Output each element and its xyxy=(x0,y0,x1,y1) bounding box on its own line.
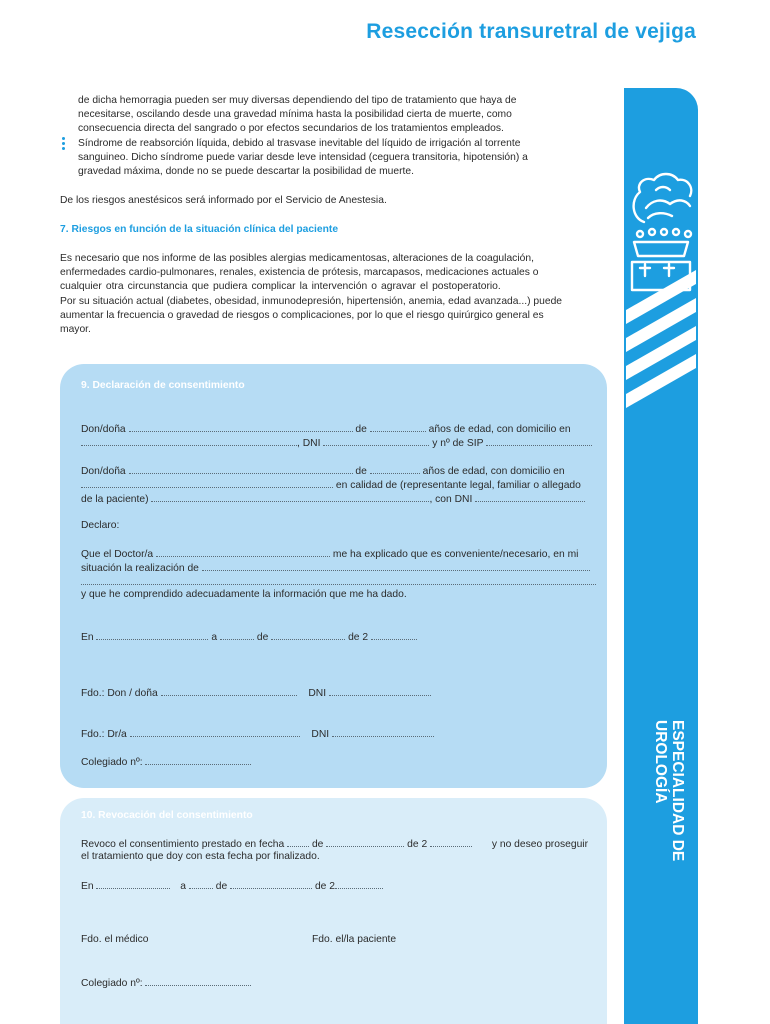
label-en-rev: En xyxy=(81,881,94,892)
patient-name-field[interactable] xyxy=(129,422,353,432)
procedure-field-2[interactable] xyxy=(81,575,596,585)
section-7-line: Por su situación actual (diabetes, obesidad, inmunodepresión, hipertensión, anemia, edad avanzada...) puede xyxy=(60,295,563,307)
label-anios-domicilio-2: años de edad, con domicilio en xyxy=(422,466,565,477)
label-a-rev: a xyxy=(180,881,186,892)
day-field[interactable] xyxy=(220,630,254,640)
doctor-signature-row xyxy=(81,727,434,740)
intro-line: Síndrome de reabsorción líquida, debido al trasvase inevitable del líquido de irrigación al torrente xyxy=(78,137,521,149)
label-en: En xyxy=(81,632,94,643)
label-dni: , DNI xyxy=(297,438,321,449)
doctor-row xyxy=(81,547,578,560)
label-anios-domicilio: años de edad, con domicilio en xyxy=(428,424,571,435)
label-fdo-medico: Fdo. el médico xyxy=(81,934,149,945)
place-date-row xyxy=(81,630,417,643)
colegiado-rev-field[interactable] xyxy=(145,976,251,986)
label-a: a xyxy=(211,632,218,643)
label-tratamiento: el tratamiento que doy con esta fecha por finalizado. xyxy=(81,851,320,862)
section-7-paragraph xyxy=(60,252,585,337)
representative-age-field[interactable] xyxy=(370,464,420,474)
section-7-line: cualquier otra circunstancia que pudiera complicar la intervención o agravar el postoperatorio. xyxy=(60,281,501,293)
intro-line: consecuencia directa del sangrado o por efectos secundarios de los tratamientos empleados. xyxy=(78,123,504,135)
label-calidad: en calidad de (representante legal, familiar o allegado xyxy=(335,480,581,491)
procedure-field[interactable] xyxy=(202,561,590,571)
revocation-year2-field[interactable] xyxy=(335,879,383,889)
coat-of-arms-emblem xyxy=(626,160,696,420)
intro-line: de dicha hemorragia pueden ser muy diversas dependiendo del tipo de tratamiento que haya de xyxy=(78,95,517,106)
intro-line: necesitarse, oscilando desde una gravedad mínima hasta la posibilidad cierta de muerte, como xyxy=(78,109,512,121)
label-fdo-don: Fdo.: Don / doña xyxy=(81,688,158,699)
label-de-anio: de 2 xyxy=(348,632,369,643)
revocation-month2-field[interactable] xyxy=(230,879,312,889)
label-colegiado: Colegiado nº: xyxy=(81,757,143,768)
consent-revocation-form xyxy=(60,798,607,1024)
representative-dni-field[interactable] xyxy=(475,492,585,502)
patient-age-field[interactable] xyxy=(370,422,426,432)
year-field[interactable] xyxy=(371,630,417,640)
intro-paragraph xyxy=(78,94,568,179)
label-no-deseo: y no deseo proseguir xyxy=(491,839,589,850)
intro-line: sanguineo. Dicho síndrome puede variar desde leve intensidad (ceguera transitoria, hipotensión) a xyxy=(78,151,528,163)
section-7-line: mayor. xyxy=(60,324,91,336)
revocation-place-row xyxy=(81,879,383,892)
colegiado-row xyxy=(81,755,251,768)
intro-line: gravedad máxima, donde no se puede descartar la posibilidad de muerte. xyxy=(78,166,415,178)
label-dni-doctor: DNI xyxy=(311,729,330,740)
label-de-mes-rev: de xyxy=(215,881,228,892)
revocation-year-field[interactable] xyxy=(430,837,472,847)
label-de-mes: de xyxy=(256,632,269,643)
revocation-day-field[interactable] xyxy=(287,837,309,847)
label-don-dona: Don/doña xyxy=(81,424,126,435)
label-de-rev: de xyxy=(311,839,324,850)
bullet-dots-icon xyxy=(62,137,66,152)
patient-signature-field[interactable] xyxy=(161,686,297,696)
colegiado-field[interactable] xyxy=(145,755,251,765)
section-10-heading: 10. Revocación del consentimiento xyxy=(81,810,253,821)
section-7-line: aumentar la frecuencia o gravedad de riesgos o complicaciones, por lo que el riesgo quirúrgico general es xyxy=(60,309,544,321)
label-sip: y nº de SIP xyxy=(432,438,484,449)
revocation-date-row xyxy=(81,837,588,850)
section-9-heading: 9. Declaración de consentimiento xyxy=(81,380,245,391)
label-fdo-dr: Fdo.: Dr/a xyxy=(81,729,127,740)
month-field[interactable] xyxy=(271,630,345,640)
revocation-month-field[interactable] xyxy=(326,837,404,847)
label-comprendido: y que he comprendido adecuadamente la información que me ha dado. xyxy=(81,589,407,600)
page-title: Resección transuretral de vejiga xyxy=(366,20,696,43)
label-de-2: de xyxy=(355,466,367,477)
label-de2-rev: de 2 xyxy=(407,839,428,850)
revocation-day2-field[interactable] xyxy=(189,879,213,889)
specialty-line-2: UROLOGÍA xyxy=(652,720,669,804)
label-de-anio-rev: de 2 xyxy=(314,881,335,892)
label-explicado: me ha explicado que es conveniente/necesario, en mi xyxy=(332,549,579,560)
representative-address-field[interactable] xyxy=(81,478,333,488)
label-paciente: de la paciente) xyxy=(81,494,149,505)
label-doctor: Que el Doctor/a xyxy=(81,549,154,560)
doctor-name-field[interactable] xyxy=(156,547,330,557)
section-7-line: Es necesario que nos informe de las posibles alergias medicamentosas, alteraciones de la coagulación, xyxy=(60,253,534,264)
doctor-dni-field[interactable] xyxy=(332,727,434,737)
section-7-line: enfermedades cardio-pulmonares, renales, existencia de prótesis, marcapasos, medicaciones actuales o xyxy=(60,267,539,279)
patient-address-row xyxy=(81,436,592,449)
patient-dni-field[interactable] xyxy=(323,436,429,446)
label-declaro: Declaro: xyxy=(81,520,120,531)
label-don-dona-2: Don/doña xyxy=(81,466,126,477)
place-field[interactable] xyxy=(96,630,208,640)
procedure-row-2 xyxy=(81,575,596,588)
label-con-dni: , con DNI xyxy=(429,494,473,505)
patient-sip-field[interactable] xyxy=(486,436,592,446)
patient-address-field[interactable] xyxy=(81,436,297,446)
doctor-signature-field[interactable] xyxy=(130,727,300,737)
representative-name-field[interactable] xyxy=(129,464,353,474)
representative-address-row xyxy=(81,478,581,491)
section-7-heading: 7. Riesgos en función de la situación clínica del paciente xyxy=(60,224,339,235)
procedure-row xyxy=(81,561,590,574)
label-fdo-paciente: Fdo. el/la paciente xyxy=(312,934,397,945)
label-colegiado-rev: Colegiado nº: xyxy=(81,978,143,989)
patient-signature-dni-field[interactable] xyxy=(329,686,431,696)
label-situacion: situación la realización de xyxy=(81,563,199,574)
anesthesia-note: De los riesgos anestésicos será informado por el Servicio de Anestesia. xyxy=(60,195,387,206)
label-de: de xyxy=(355,424,367,435)
label-dni-firma: DNI xyxy=(308,688,327,699)
representative-name-row xyxy=(81,464,565,477)
patient-signature-row xyxy=(81,686,431,699)
patient-name-row xyxy=(81,422,571,435)
representative-relation-field[interactable] xyxy=(151,492,429,502)
specialty-label xyxy=(636,720,690,870)
colegiado-row-rev xyxy=(81,976,251,989)
representative-dni-row xyxy=(81,492,585,505)
label-revoco: Revoco el consentimiento prestado en fecha xyxy=(81,839,285,850)
revocation-place-field[interactable] xyxy=(96,879,170,889)
specialty-line-1: ESPECIALIDAD DE xyxy=(669,720,686,862)
